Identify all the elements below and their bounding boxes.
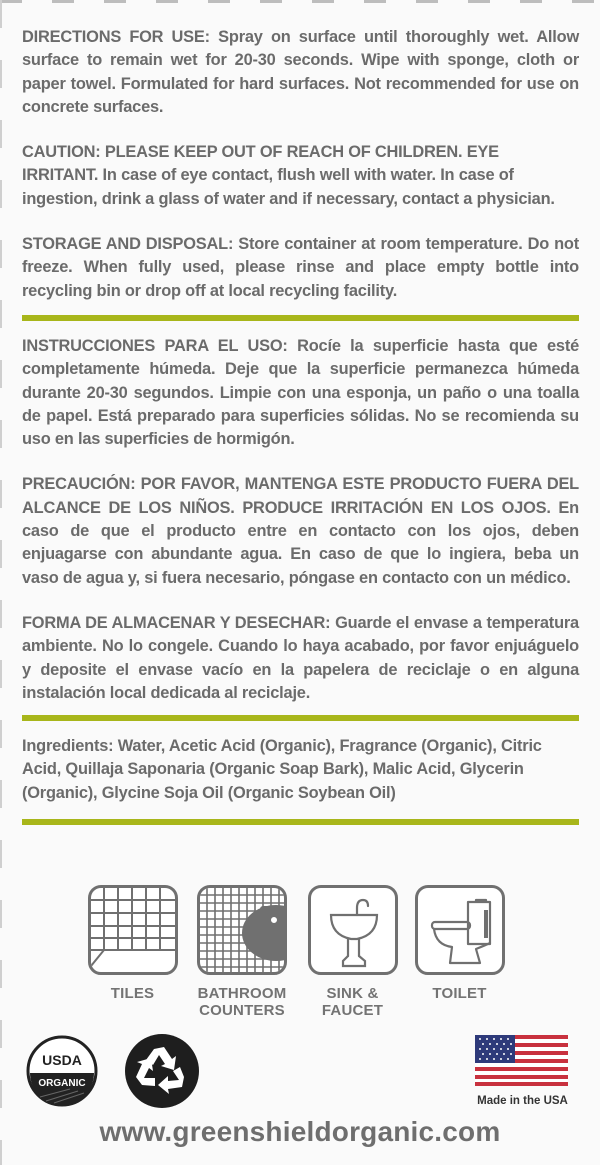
label-text-content [22,26,579,839]
made-in-usa-label: Made in the USA [477,1095,568,1107]
storage-heading: STORAGE AND DISPOSAL: [22,235,234,254]
ingredients-paragraph: Ingredients: Water, Acetic Acid (Organic), Fragrance (Organic), Citric Acid, Quillaja Saponaria (Organic Soap Bark), Malic Acid, Glycerin (Organic), Glycine Soja Oil (Organic Soybean Oil) [22,737,542,802]
separator-line [22,819,579,825]
surface-label: TILES [110,985,155,1002]
directions-heading: DIRECTIONS FOR USE: [22,28,210,46]
storage-text: Store container at room temperature. Do not freeze. When fully used, please rinse and place empty bottle into recycling bin or drop off at local recycling facility. [22,235,579,300]
website-url: www.greenshieldorganic.com [99,1116,501,1147]
almacenar-heading: FORMA DE ALMACENAR Y DESECHAR: [22,613,331,632]
top-dashed-border [0,0,600,3]
svg-text:USDA: USDA [42,1052,82,1068]
left-dashed-border [0,0,2,1165]
surface-sink-faucet [305,885,400,1019]
precaucion-heading: PRECAUCIÓN: POR FAVOR, MANTENGA ESTE PRODUCTO FUERA DEL ALCANCE DE LOS NIÑOS. PRODUCE IRRITACIÓN EN LOS OJOS. [22,475,579,517]
svg-text:ORGANIC: ORGANIC [38,1078,86,1089]
usda-organic-seal-icon [26,1035,98,1107]
surface-toilet [412,885,507,1002]
instrucciones-heading: INSTRUCCIONES PARA EL USO: [22,336,288,355]
storage-paragraph [22,233,579,303]
tiles-icon [88,885,178,975]
separator-line [22,715,579,721]
bathroom-counter-icon [197,885,287,975]
caution-heading: CAUTION: PLEASE KEEP OUT OF REACH OF CHILDREN. EYE IRRITANT. [22,143,499,185]
precaucion-text: En caso de que el producto entre en contacto con los ojos, deben enjuagarse con abundante agua. En caso de que lo ingiera, beba un vaso de agua y, si fuera necesario, póngase en contacto con un médico. [22,498,579,587]
precaucion-paragraph [22,473,579,589]
separator-line [22,315,579,321]
sink-icon [308,885,398,975]
surface-bathroom-counters [192,885,292,1019]
surface-label: SINK & FAUCET [321,985,384,1019]
directions-paragraph [22,26,579,119]
instrucciones-text: Rocíe la superficie hasta que esté completamente húmeda. Deje que la superficie permanezca húmeda durante 20-30 segundos. Limpie con una esponja, un paño o una toalla de papel. Está preparado para superficies sólidas. No se recomienda su uso en las superficies de hormigón. [22,336,579,449]
almacenar-text: Guarde el envase a temperatura ambiente. No lo congele. Cuando lo haya acabado, por favor enjuáguelo y deposite el envase vacío en la papelera de reciclaje o en alguna instalación local dedicada al reciclaje. [22,613,579,702]
directions-text: Spray on surface until thoroughly wet. Allow surface to remain wet for 20-30 seconds. Wipe with sponge, cloth or paper towel. Formulated for hard surfaces. Not recommended for use on concrete surfaces. [22,28,579,116]
recycle-icon [124,1033,200,1109]
surface-label: TOILET [432,985,487,1002]
toilet-icon [415,885,505,975]
usa-flag-icon [475,1035,568,1086]
almacenar-paragraph [22,612,579,705]
caution-text: In case of eye contact, flush well with water. In case of ingestion, drink a glass of water and if necessary, contact a physician. [22,166,555,208]
surface-label: BATHROOM COUNTERS [197,985,287,1019]
surface-tiles [85,885,180,1002]
caution-paragraph [22,141,579,211]
instrucciones-paragraph [22,335,579,451]
